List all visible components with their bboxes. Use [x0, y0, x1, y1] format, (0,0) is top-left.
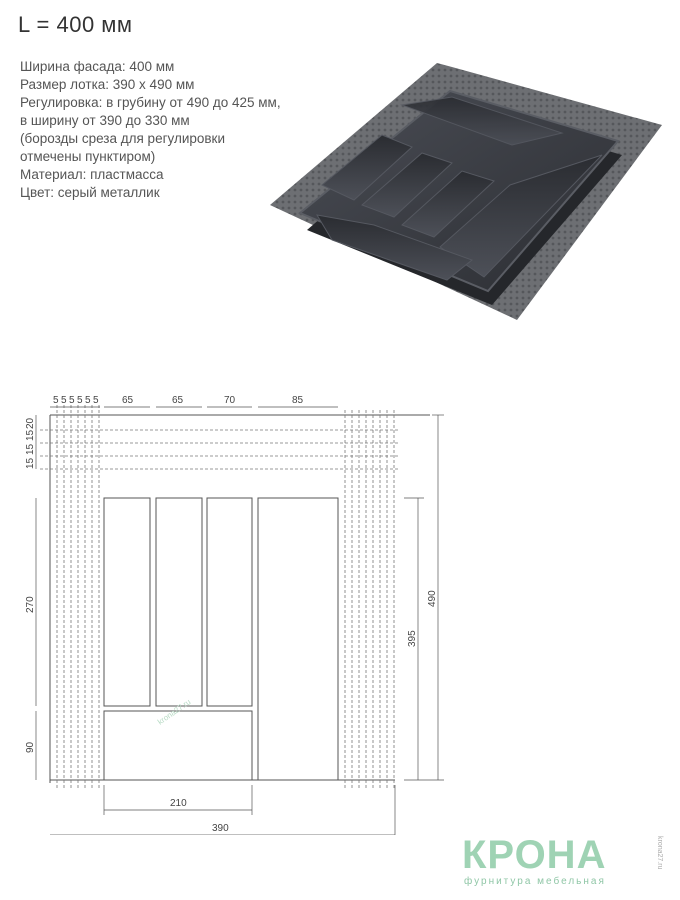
compartment-1	[104, 498, 150, 706]
logo-side-text: krona27.ru	[656, 836, 663, 870]
dim-right-395: 395	[407, 630, 418, 647]
spec-color: Цвет: серый металлик	[20, 185, 160, 200]
tray-photo	[262, 55, 672, 325]
compartment-2	[156, 498, 202, 706]
dim-top-4: 5	[77, 395, 83, 406]
dim-left-15b: 15	[25, 443, 36, 455]
krona-logo	[462, 830, 672, 890]
specs-list	[20, 58, 281, 202]
technical-drawing	[0, 385, 680, 835]
spec-note-1: (борозды среза для регулировки	[20, 131, 226, 146]
dim-left-15a: 15	[25, 429, 36, 441]
dim-top-65b: 65	[172, 395, 184, 406]
dim-top-65a: 65	[122, 395, 134, 406]
spec-adjust-width: в ширину от 390 до 330 мм	[20, 113, 190, 128]
compartment-3	[207, 498, 252, 706]
spec-material: Материал: пластмасса	[20, 167, 164, 182]
logo-tagline: фурнитура мебельная	[464, 876, 606, 887]
drawing-watermark: krona27.ru	[155, 697, 193, 727]
dim-top-2: 5	[61, 395, 67, 406]
dim-top-3: 5	[69, 395, 75, 406]
dim-left-15c: 15	[25, 457, 36, 469]
dim-top-1: 5	[53, 395, 59, 406]
spec-facade-width: Ширина фасада: 400 мм	[20, 59, 175, 74]
dim-top-6: 5	[93, 395, 99, 406]
spec-note-2: отмечены пунктиром)	[20, 149, 156, 164]
dim-top-5: 5	[85, 395, 91, 406]
dim-bottom-390: 390	[212, 823, 229, 834]
spec-tray-size: Размер лотка: 390 х 490 мм	[20, 77, 195, 92]
dim-left-90: 90	[25, 741, 36, 753]
dim-left-20: 20	[25, 417, 36, 429]
dim-top-85: 85	[292, 395, 304, 406]
compartment-4	[258, 498, 338, 780]
compartment-bottom	[104, 711, 252, 780]
spec-adjust-depth: Регулировка: в грубину от 490 до 425 мм,	[20, 95, 281, 110]
logo-name: КРОНА	[462, 833, 607, 877]
dim-bottom-210: 210	[170, 798, 187, 809]
page-title: L = 400 мм	[18, 12, 133, 37]
dim-right-490: 490	[427, 590, 438, 607]
dim-top-70: 70	[224, 395, 236, 406]
dim-left-270: 270	[25, 596, 36, 613]
